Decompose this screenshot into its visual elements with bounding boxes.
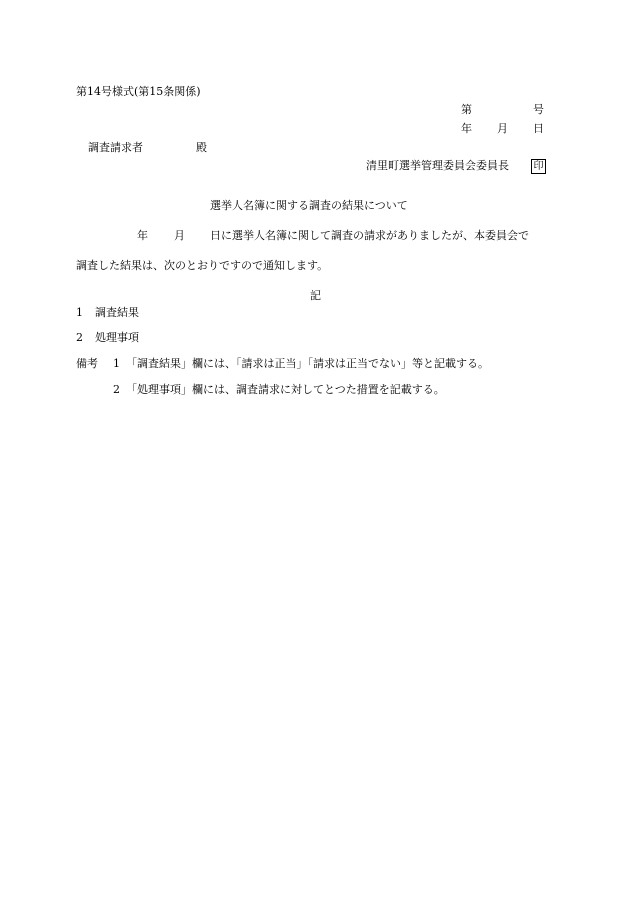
body-year: 年	[137, 229, 148, 242]
note-2-text: 「処理事項」欄には、調査請求に対してとつた措置を記載する。	[126, 383, 445, 396]
date-month: 月	[497, 122, 508, 135]
number-dai: 第	[461, 103, 472, 116]
seal-mark: 印	[531, 159, 546, 174]
form-label: 第14号様式(第15条関係)	[76, 85, 201, 98]
document-title: 選挙人名簿に関する調査の結果について	[210, 199, 408, 212]
note-1-text: 「調査結果」欄には、「請求は正当」「請求は正当でない」等と記載する。	[126, 357, 489, 370]
item-2-number: 2	[76, 331, 83, 344]
item-1-text: 調査結果	[95, 306, 139, 319]
item-1-number: 1	[76, 306, 83, 319]
addressee-honorific: 殿	[196, 141, 207, 154]
number-go: 号	[533, 103, 544, 116]
note-2-number: 2	[113, 383, 120, 396]
body-line-2: 調査した結果は、次のとおりですので通知します。	[76, 259, 329, 272]
addressee-name: 調査請求者	[88, 141, 143, 154]
body-text: 日に選挙人名簿に関して調査の請求がありましたが、本委員会で	[210, 229, 529, 242]
date-day: 日	[533, 122, 544, 135]
item-2-text: 処理事項	[95, 331, 139, 344]
body-month: 月	[174, 229, 185, 242]
ki-heading: 記	[310, 289, 321, 302]
note-1-number: 1	[113, 357, 120, 370]
sender-name: 清里町選挙管理委員会委員長	[366, 159, 509, 172]
notes-label: 備考	[76, 357, 98, 370]
date-year: 年	[461, 122, 472, 135]
